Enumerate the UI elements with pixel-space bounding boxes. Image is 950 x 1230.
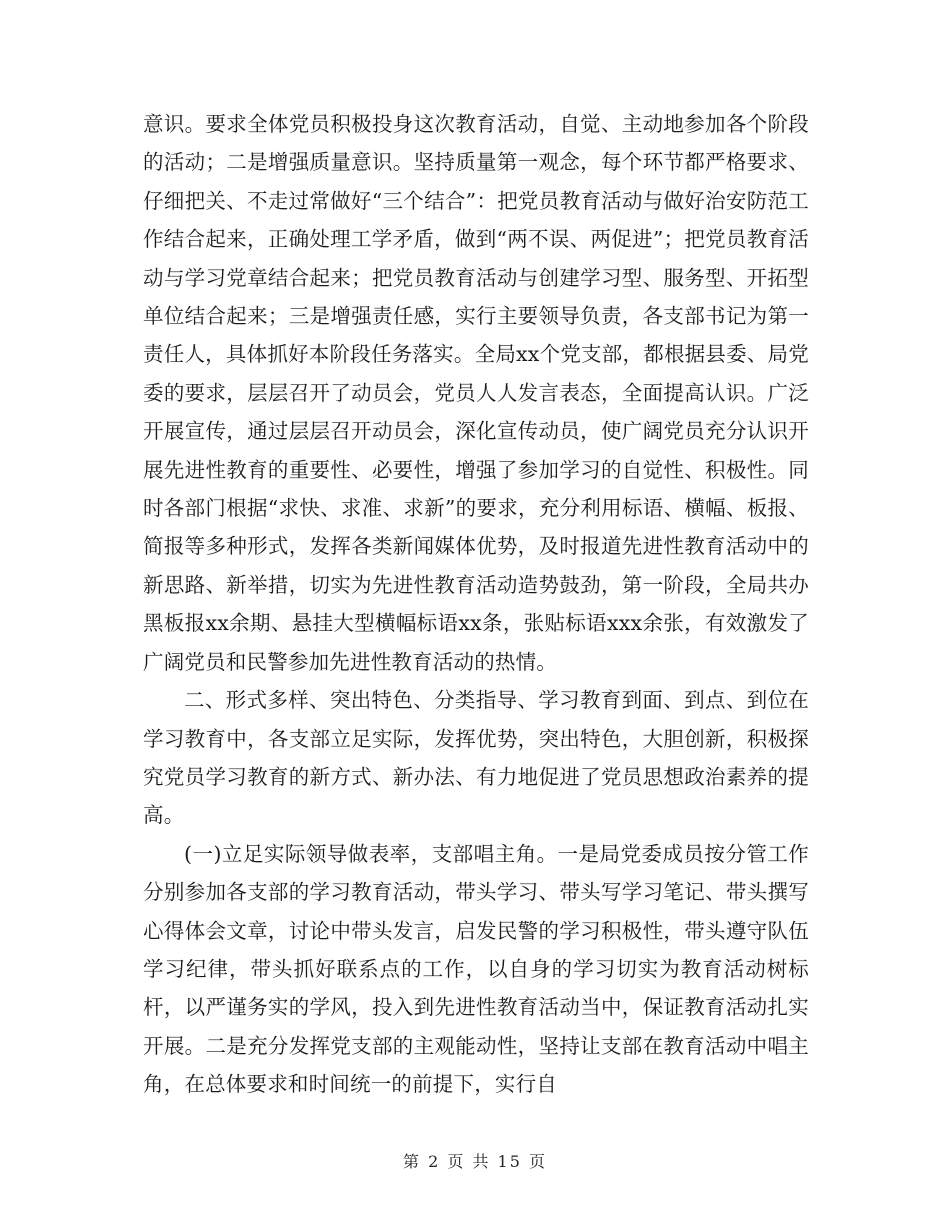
paragraph-continuation: 意识。要求全体党员积极投身这次教育活动，自觉、主动地参加各个阶段的活动；二是增强质量意识。坚持质量第一观念，每个环节都严格要求、仔细把关、不走过常做好“三个结合”：把党员教育活动与做好治安防范工作结合起来，正确处理工学矛盾，做到“两不误、两促进”；把党员教育活动与学习党章结合起来；把党员教育活动与创建学习型、服务型、开拓型单位结合起来；三是增强责任感，实行主要领导负责，各支部书记为第一责任人，具体抓好本阶段任务落实。全局xx个党支部，都根据县委、局党委的要求，层层召开了动员会，党员人人发言表态，全面提高认识。广泛开展宣传，通过层层召开动员会，深化宣传动员，使广阔党员充分认识开展先进性教育的重要性、必要性，增强了参加学习的自觉性、积极性。同时各部门根据“求快、求准、求新”的要求，充分利用标语、横幅、板报、简报等多种形式，发挥各类新闻媒体优势，及时报道先进性教育活动中的新思路、新举措，切实为先进性教育活动造势鼓劲，第一阶段，全局共办黑板报xx余期、悬挂大型横幅标语xx条，张贴标语xxx余张，有效激发了广阔党员和民警参加先进性教育活动的热情。 xyxy=(143,112,809,674)
paragraph-section-two: 二、形式多样、突出特色、分类指导、学习教育到面、到点、到位在学习教育中，各支部立足实际，发挥优势，突出特色，大胆创新，积极探究党员学习教育的新方式、新办法、有力地促进了党员思想政治素养的提高。 xyxy=(143,688,809,828)
body-text xyxy=(143,105,809,1104)
paragraph-subsection-one: (一)立足实际领导做表率，支部唱主角。一是局党委成员按分管工作分别参加各支部的学习教育活动，带头学习、带头写学习笔记、带头撰写心得体会文章，讨论中带头发言，启发民警的学习积极性，带头遵守队伍学习纪律，带头抓好联系点的工作，以自身的学习切实为教育活动树标杆，以严谨务实的学风，投入到先进性教育活动当中，保证教育活动扎实开展。二是充分发挥党支部的主观能动性，坚持让支部在教育活动中唱主角，在总体要求和时间统一的前提下，实行自 xyxy=(143,841,809,1097)
page-footer: 第 2 页 共 15 页 xyxy=(403,1152,547,1171)
